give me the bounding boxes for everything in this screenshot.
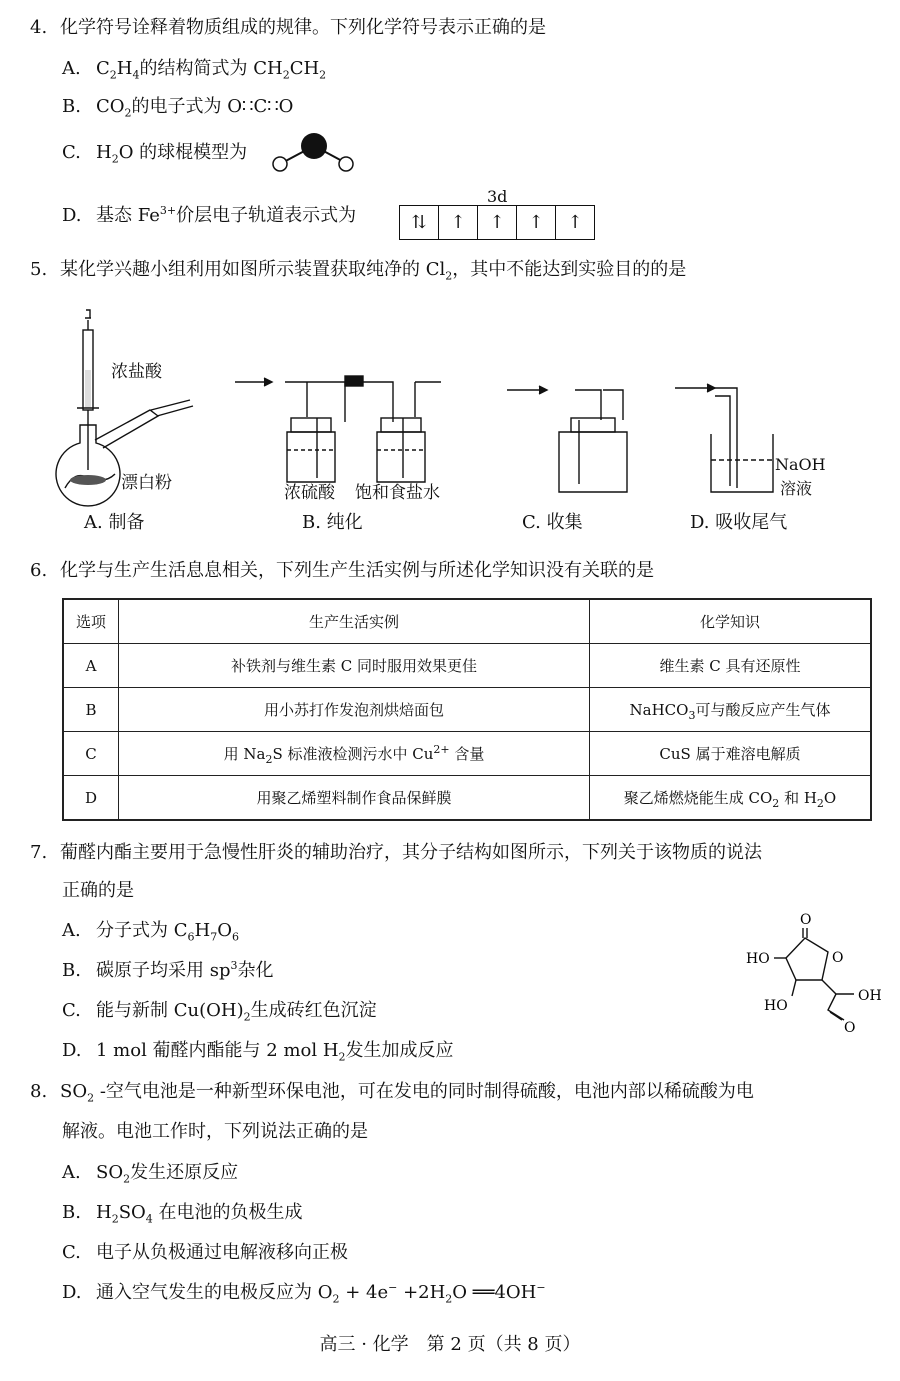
orbital-box: ↑ <box>439 206 478 239</box>
label-o-top: O <box>800 912 812 928</box>
q7-option-a: A. 分子式为 $C_6H_7O_6$ <box>62 920 239 944</box>
q8-option-c: C. 电子从负极通过电解液移向正极 <box>62 1242 348 1263</box>
orbital-diagram <box>399 205 595 240</box>
row-knowledge: 维生素 C 具有还原性 <box>590 644 872 688</box>
orbital-box: ↑ <box>517 206 556 239</box>
q4-option-c: C. $H_2O$ 的球棍模型为 <box>62 142 248 166</box>
caption-c: C. 收集 <box>522 512 583 533</box>
label-ho-2: HO <box>764 998 788 1014</box>
q6-table <box>62 598 872 821</box>
water-ball-stick-model <box>268 128 358 176</box>
label-o-ring: O <box>832 950 844 966</box>
q6-stem: 6. 化学与生产生活息息相关，下列生产生活实例与所述化学知识没有关联的是 <box>30 560 654 581</box>
apparatus-c-collection-bottle <box>507 386 627 492</box>
q8-stem-line2: 解液。电池工作时，下列说法正确的是 <box>62 1121 368 1142</box>
row-example: 用小苏打作发泡剂烘焙面包 <box>119 688 590 732</box>
glucurolactone-structure <box>740 910 890 1040</box>
q4-option-b: B. $CO_2$的电子式为 O∷C∷O <box>62 96 294 120</box>
q8-stem-line1: 8. $SO_2$ -空气电池是一种新型环保电池，可在发电的同时制得硫酸，电池内部以稀硫酸为电 <box>30 1081 754 1105</box>
label-conc-hcl: 浓盐酸 <box>111 362 162 382</box>
q7-option-b: B. 碳原子均采用 $sp^3$杂化 <box>62 959 274 981</box>
q8-option-b: B. $H_2SO_4$ 在电池的负极生成 <box>62 1202 303 1226</box>
label-ho-1: HO <box>746 951 770 967</box>
row-option: B <box>63 688 119 732</box>
row-knowledge: 聚乙烯燃烧能生成 $CO_2$ 和 $H_2O$ <box>590 776 872 821</box>
q5-stem: 5. 某化学兴趣小组利用如图所示装置获取纯净的 $Cl_2$，其中不能达到实验目的的是 <box>30 259 687 283</box>
label-bleach: 漂白粉 <box>121 473 172 493</box>
table-row <box>63 776 871 821</box>
apparatus-b-wash-bottles <box>235 376 441 482</box>
orbital-box: ↑ <box>478 206 517 239</box>
q8-option-a: A. $SO_2$发生还原反应 <box>62 1162 239 1186</box>
caption-b: B. 纯化 <box>302 512 363 533</box>
orbital-label: 3d <box>487 187 508 206</box>
caption-a: A. 制备 <box>84 512 145 533</box>
row-example: 补铁剂与维生素 C 同时服用效果更佳 <box>119 644 590 688</box>
row-knowledge: NaHCO$_3$可与酸反应产生气体 <box>590 688 872 732</box>
table-header-row <box>63 599 871 644</box>
label-oh: OH <box>858 988 882 1004</box>
header-option: 选项 <box>63 599 119 644</box>
label-naoh: NaOH <box>775 455 826 474</box>
q4-option-a: A. $C_2H_4$的结构简式为 $CH_2CH_2$ <box>62 58 327 82</box>
table-row <box>63 688 871 732</box>
q7-option-c: C. 能与新制 $Cu(OH)_2$生成砖红色沉淀 <box>62 1000 377 1024</box>
page-footer: 高三 · 化学 第 2 页（共 8 页） <box>319 1334 581 1355</box>
table-row <box>63 732 871 776</box>
q4-option-d: D. 基态 $Fe^{3+}$价层电子轨道表示式为 <box>62 204 357 226</box>
table-row <box>63 644 871 688</box>
caption-d: D. 吸收尾气 <box>690 512 788 533</box>
q7-stem-line1: 7. 葡醛内酯主要用于急慢性肝炎的辅助治疗，其分子结构如图所示，下列关于该物质的说法 <box>30 842 762 863</box>
header-knowledge: 化学知识 <box>590 599 872 644</box>
row-knowledge: CuS 属于难溶电解质 <box>590 732 872 776</box>
q8-option-d: D. 通入空气发生的电极反应为 $O_2 + 4e^- +2H_2O$ ══4OH− <box>62 1281 546 1306</box>
header-example: 生产生活实例 <box>119 599 590 644</box>
label-naoh-solution: 溶液 <box>780 479 813 498</box>
orbital-box: ⇅ <box>400 206 439 239</box>
label-conc-h2so4: 浓硫酸 <box>284 483 335 503</box>
q7-stem-line2: 正确的是 <box>62 880 134 901</box>
row-option: A <box>63 644 119 688</box>
apparatus-d-beaker <box>675 384 773 492</box>
label-sat-nacl: 饱和食盐水 <box>355 483 440 503</box>
apparatus-figures <box>55 300 875 510</box>
row-example: 用聚乙烯塑料制作食品保鲜膜 <box>119 776 590 821</box>
q7-option-d: D. 1 mol 葡醛内酯能与 2 mol $H_2$发生加成反应 <box>62 1040 454 1064</box>
label-o-aldehyde: O <box>844 1020 856 1036</box>
row-option: C <box>63 732 119 776</box>
row-example: 用 $Na_2S$ 标准液检测污水中 $Cu^{2+}$ 含量 <box>119 732 590 776</box>
row-option: D <box>63 776 119 821</box>
orbital-box: ↑ <box>567 212 583 233</box>
q4-stem: 4. 化学符号诠释着物质组成的规律。下列化学符号表示正确的是 <box>30 17 546 38</box>
